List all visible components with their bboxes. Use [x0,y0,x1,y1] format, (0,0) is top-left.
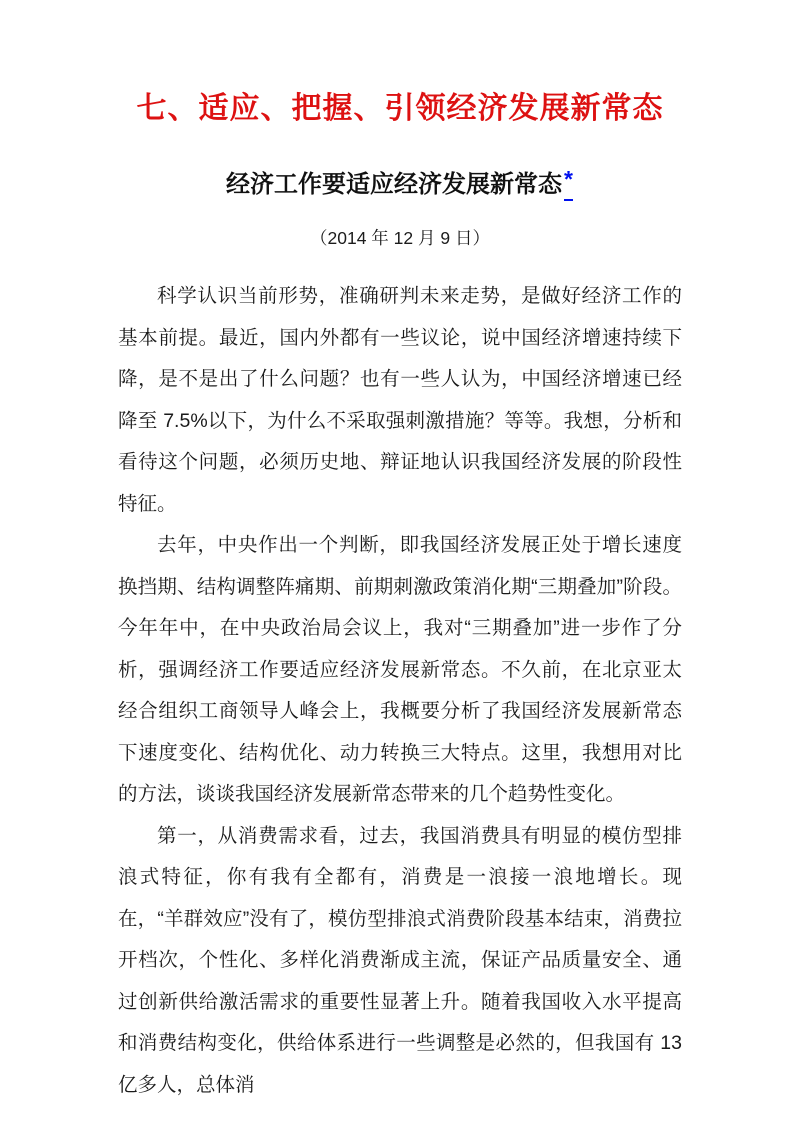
chapter-title: 七、适应、把握、引领经济发展新常态 [136,92,664,125]
footnote-asterisk-link[interactable] [563,166,574,202]
body-paragraph: 第一，从消费需求看，过去，我国消费具有明显的模仿型排浪式特征，你有我有全都有，消费是一浪接一浪地增长。现在，“羊群效应”没有了，模仿型排浪式消费阶段基本结束，消费拉开档次，个性化、多样化消费渐成主流，保证产品质量安全、通过创新供给激活需求的重要性显著上升。随着我国收入水平提高和消费结构变化，供给体系进行一些调整是必然的，但我国有 13 亿多人，总体消 [118,824,682,1096]
body-paragraph: 去年，中央作出一个判断，即我国经济发展正处于增长速度换挡期、结构调整阵痛期、前期刺激政策消化期“三期叠加”阶段。今年年中，在中央政治局会议上，我对“三期叠加”进一步作了分析，强调经济工作要适应经济发展新常态。不久前，在北京亚太经合组织工商领导人峰会上，我概要分析了我国经济发展新常态下速度变化、结构优化、动力转换三大特点。这里，我想用对比的方法，谈谈我国经济发展新常态带来的几个趋势性变化。 [118,534,682,805]
article-title-text: 经济工作要适应经济发展新常态 [226,171,563,198]
date-line: （2014 年 12 月 9 日） [310,228,490,248]
article-title [118,166,682,202]
footnote-asterisk: * [564,166,573,192]
body-paragraph: 科学认识当前形势，准确研判未来走势，是做好经济工作的基本前提。最近，国内外都有一些议论，说中国经济增速持续下降，是不是出了什么问题？也有一些人认为，中国经济增速已经降至 7.5%以下，为什么不采取强刺激措施？等等。我想，分析和看待这个问题，必须历史地、辩证地认识我国经济发展的阶段性特征。 [118,285,682,515]
article-body [118,276,682,1106]
